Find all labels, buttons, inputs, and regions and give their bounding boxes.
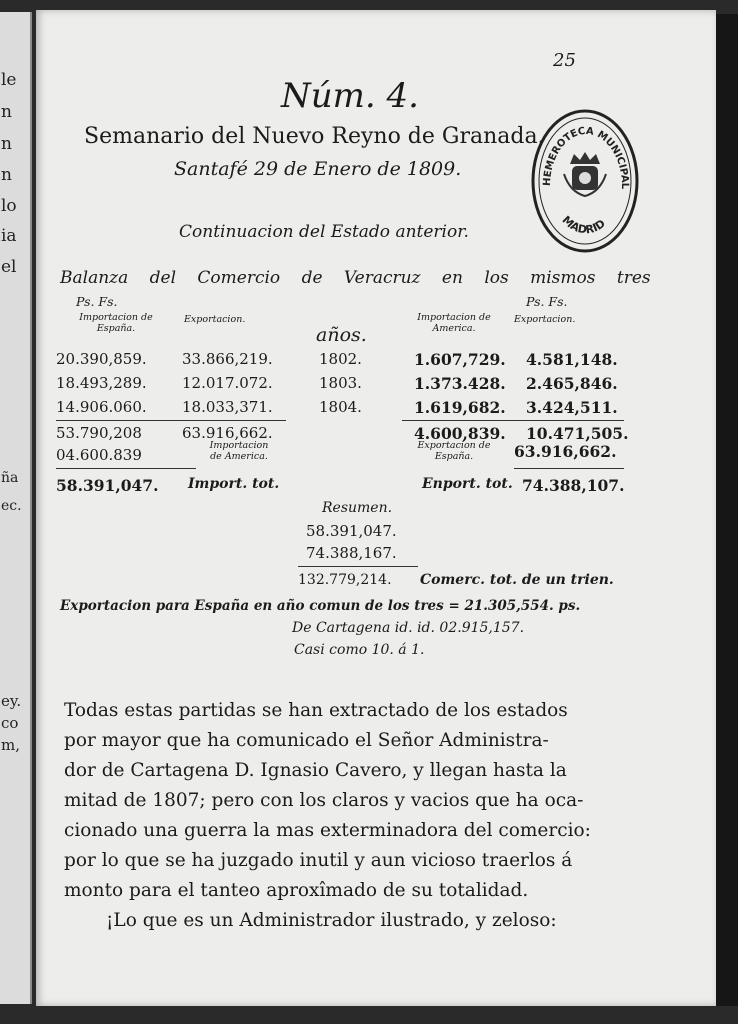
- publication-title: Semanario del Nuevo Reyno de Granada.: [84, 124, 545, 149]
- import-america-label: Importacion de America.: [209, 440, 269, 462]
- left-grand-total-label: Import. tot.: [188, 476, 280, 492]
- library-stamp: [530, 108, 640, 254]
- right-grand-total-label: Enport. tot.: [422, 476, 513, 492]
- body-line: Todas estas partidas se han extractado de los estados: [64, 700, 568, 721]
- margin-fragment: le: [1, 70, 17, 90]
- summary-line: 74.388,167.: [306, 544, 397, 562]
- body-line: mitad de 1807; pero con los claros y vacios que ha oca-: [64, 790, 584, 811]
- body-line: monto para el tanteo aproxîmado de su totalidad.: [64, 880, 529, 901]
- right-export-value: 4.581,148.: [526, 350, 618, 369]
- margin-fragment: ña: [1, 470, 19, 486]
- summary-label: Resumen.: [322, 500, 393, 516]
- divider: [298, 566, 418, 567]
- margin-fragment: m,: [1, 736, 20, 754]
- left-import-value: 18.493,289.: [56, 374, 147, 392]
- body-line: ¡Lo que es un Administrador ilustrado, y zeloso:: [106, 910, 557, 931]
- divider: [402, 420, 624, 421]
- year-value: 1803.: [319, 374, 362, 392]
- export-line: Exportacion para España en año comun de los tres = 21.305,554. ps.: [60, 598, 581, 614]
- casi-line: Casi como 10. á 1.: [294, 642, 425, 658]
- margin-fragment: n: [1, 102, 12, 122]
- left-currency-header: Ps. Fs.: [76, 294, 118, 309]
- left-grand-total: 58.391,047.: [56, 476, 159, 495]
- page-number: 25: [553, 50, 576, 71]
- scan-border: [716, 14, 738, 1006]
- body-line: por lo que se ha juzgado inutil y aun vicioso traerlos á: [64, 850, 573, 871]
- summary-line: 58.391,047.: [306, 522, 397, 540]
- summary-total-label: Comerc. tot. de un trien.: [420, 572, 614, 588]
- margin-fragment: n: [1, 165, 12, 185]
- margin-fragment: n: [1, 134, 12, 154]
- divider: [56, 420, 286, 421]
- margin-fragment: ey.: [1, 692, 22, 710]
- years-label: años.: [316, 324, 367, 346]
- previous-page-edge: [0, 12, 32, 1004]
- date-line: Santafé 29 de Enero de 1809.: [174, 158, 462, 180]
- left-import-value: 20.390,859.: [56, 350, 147, 368]
- document-page: [36, 10, 716, 1006]
- cartagena-line: De Cartagena id. id. 02.915,157.: [292, 620, 525, 636]
- body-line: cionado una guerra la mas exterminadora del comercio:: [64, 820, 591, 841]
- issue-number: Núm. 4.: [281, 76, 419, 116]
- right-export-header: Exportacion.: [514, 314, 576, 325]
- balance-title: Balanza del Comercio de Veracruz en los mismos tres: [60, 268, 651, 288]
- year-value: 1802.: [319, 350, 362, 368]
- left-import-header: Importacion de España.: [79, 312, 153, 334]
- left-export-value: 33.866,219.: [182, 350, 273, 368]
- body-line: por mayor que ha comunicado el Señor Administra-: [64, 730, 549, 751]
- margin-fragment: ec.: [1, 498, 22, 514]
- left-export-value: 18.033,371.: [182, 398, 273, 416]
- right-import-value: 1.619,682.: [414, 398, 506, 417]
- stamp-bottom-text: MADRID: [559, 213, 608, 237]
- summary-total: 132.779,214.: [298, 572, 392, 588]
- divider: [56, 468, 196, 469]
- right-import-total: 4.600,839.: [414, 424, 506, 443]
- coat-of-arms-icon: [564, 152, 606, 196]
- right-import-value: 1.607,729.: [414, 350, 506, 369]
- margin-fragment: el: [1, 257, 17, 277]
- import-america-value: 04.600.839: [56, 446, 142, 464]
- body-line: dor de Cartagena D. Ignasio Cavero, y llegan hasta la: [64, 760, 567, 781]
- section-title: Continuacion del Estado anterior.: [179, 222, 469, 242]
- right-currency-header: Ps. Fs.: [526, 294, 568, 309]
- left-import-total: 53.790,208: [56, 424, 142, 442]
- margin-fragment: co: [1, 714, 19, 732]
- right-export-total: 10.471,505.: [526, 424, 629, 443]
- year-value: 1804.: [319, 398, 362, 416]
- right-import-value: 1.373.428.: [414, 374, 506, 393]
- export-spain-value: 63.916,662.: [514, 442, 617, 461]
- margin-fragment: ia: [1, 226, 17, 246]
- right-export-value: 3.424,511.: [526, 398, 618, 417]
- body-paragraph: [64, 696, 591, 936]
- left-export-header: Exportacion.: [184, 314, 246, 325]
- left-export-total: 63.916,662.: [182, 424, 273, 442]
- left-import-value: 14.906.060.: [56, 398, 147, 416]
- left-export-value: 12.017.072.: [182, 374, 273, 392]
- divider: [514, 468, 624, 469]
- stamp-top-text: HEMEROTECA MUNICIPAL: [541, 125, 631, 190]
- margin-fragment: lo: [1, 196, 17, 216]
- right-import-header: Importacion de America.: [417, 312, 491, 334]
- export-spain-label: Exportacion de España.: [417, 440, 491, 462]
- right-export-value: 2.465,846.: [526, 374, 618, 393]
- right-grand-total: 74.388,107.: [522, 476, 625, 495]
